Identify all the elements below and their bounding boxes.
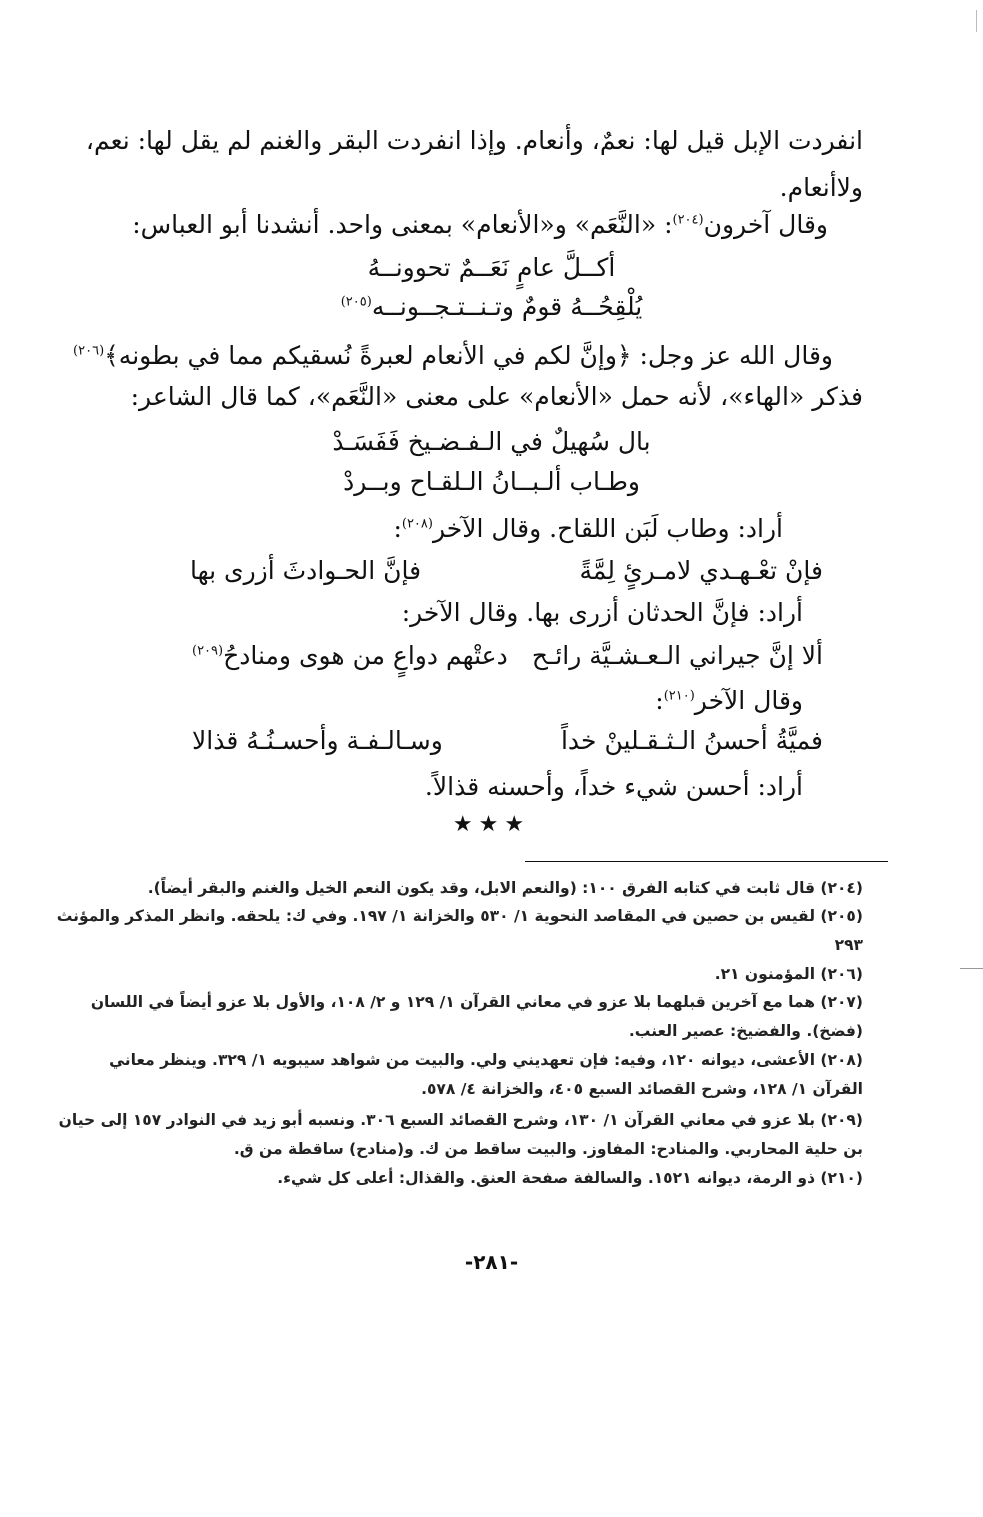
footnote-rule xyxy=(525,861,888,862)
verse-5-second-hemistich: فإنَّ الحـوادثَ أزرى بها xyxy=(190,556,422,585)
verse-7-first-hemistich: فميَّةُ أحسنُ الـثـقـلينْ خداً xyxy=(560,726,823,755)
body-line-5: فذكر «الهاء»، لأنه حمل «الأنعام» على معنى «النَّعَم»، كما قال الشاعر: xyxy=(130,382,863,411)
scan-corner-mark xyxy=(966,10,977,32)
body-line-7: أراد: فإنَّ الحدثان أزرى بها. وقال الآخر: xyxy=(401,598,803,627)
body-line-6 xyxy=(393,512,783,546)
body-line-4 xyxy=(73,339,833,373)
footnote-204: (٢٠٤) قال ثابت في كتابه الفرق ١٠٠: (والنعم الابل، وقد يكون النعم الخيل والغنم والبقر أيضاً). xyxy=(147,879,863,897)
section-separator-stars: ★★★ xyxy=(452,812,531,837)
footnote-209-continued: بن حلية المحاربي. والمنادح: المفاوز. والبيت ساقط من ك. و(منادح) ساقطة من ق. xyxy=(233,1140,863,1158)
footnote-206: (٢٠٦) المؤمنون ٢١. xyxy=(714,965,863,983)
verse-3: بال سُهيلٌ في الـفـضـيخ فَفَسَـدْ xyxy=(332,427,651,456)
verse-6-first-hemistich: ألا إنَّ جيراني الـعـشـيَّة رائـح xyxy=(531,641,823,670)
verse-6-second-hemistich xyxy=(192,639,508,673)
body-line-8-colon: : xyxy=(655,686,664,715)
body-line-6-text: أراد: وطاب لَبَن اللقاح. وقال الآخر xyxy=(432,514,783,543)
footnote-ref-209: (٢٠٩) xyxy=(192,643,224,659)
body-line-2: ولاأنعام. xyxy=(779,173,863,202)
page-number: -٢٨١- xyxy=(464,1250,519,1274)
footnote-208-continued: القرآن ١/ ١٢٨، وشرح القصائد السبع ٤٠٥، والخزانة ٤/ ٥٧٨. xyxy=(421,1080,863,1098)
body-line-8-text: وقال الآخر xyxy=(694,686,803,715)
body-line-1: انفردت الإبل قيل لها: نعمٌ، وأنعام. وإذا انفردت البقر والغنم لم يقل لها: نعم، xyxy=(85,126,863,155)
verse-7-second-hemistich: وسـالـفـة وأحسـنُـهُ قذالا xyxy=(192,726,443,755)
body-line-3 xyxy=(132,208,828,242)
scan-margin-mark xyxy=(960,968,983,969)
body-line-8 xyxy=(655,684,803,718)
footnote-ref-210: (٢١٠) xyxy=(663,688,695,704)
footnote-ref-205: (٢٠٥) xyxy=(340,294,372,310)
footnote-207-continued: (فضخ). والفضيخ: عصير العنب. xyxy=(628,1022,863,1040)
footnote-208: (٢٠٨) الأعشى، ديوانه ١٢٠، وفيه: فإن تعهديني ولي. والبيت من شواهد سيبويه ١/ ٣٢٩. وينظر معاني xyxy=(109,1051,863,1069)
body-line-6-colon: : xyxy=(393,514,402,543)
footnote-205-continued: ٢٩٣ xyxy=(834,936,863,954)
footnote-205: (٢٠٥) لقيس بن حصين في المقاصد النحوية ١/ ٥٣٠ والخزانة ١/ ١٩٧. وفي ك: يلحقه. وانظر المذكر والمؤنث xyxy=(56,907,863,925)
footnote-210: (٢١٠) ذو الرمة، ديوانه ١٥٢١. والسالفة صفحة العنق. والقذال: أعلى كل شيء. xyxy=(277,1169,863,1187)
verse-2 xyxy=(0,290,983,324)
verse-2-text: يُلْقِحُــهُ قومٌ وتـنــتـجــونــه xyxy=(371,292,643,321)
verse-4: وطـاب ألـبــانُ الـلقـاح وبــردْ xyxy=(343,467,640,496)
body-line-3-rest: : «النَّعَم» و«الأنعام» بمعنى واحد. أنشدنا أبو العباس: xyxy=(132,210,673,239)
footnote-ref-206: (٢٠٦) xyxy=(73,343,105,359)
verse-1: أكــلَّ عامٍ نَعَــمٌ تحوونــهُ xyxy=(367,253,616,282)
footnote-ref-208: (٢٠٨) xyxy=(401,516,433,532)
quran-quote: وقال الله عز وجل: ﴿وإنَّ لكم في الأنعام لعبرةً نُسقيكم مما في بطونه﴾ xyxy=(104,341,833,370)
verse-5-first-hemistich: فإنْ تعْـهـدي لامـرئٍ لِمَّةً xyxy=(579,556,823,585)
body-line-3-text: وقال آخرون xyxy=(703,210,828,239)
verse-6-second-text: دعتْهم دواعٍ من هوى ومنادحُ xyxy=(223,641,508,670)
footnote-ref-204: (٢٠٤) xyxy=(672,212,704,228)
footnote-207: (٢٠٧) هما مع آخرين قبلهما بلا عزو في معاني القرآن ١/ ١٢٩ و ٢/ ١٠٨، والأول بلا عزو أيضاً في اللسان xyxy=(90,993,863,1011)
footnote-209: (٢٠٩) بلا عزو في معاني القرآن ١/ ١٣٠، وشرح القصائد السبع ٣٠٦. ونسبه أبو زيد في النوادر ١٥٧ إلى حيان xyxy=(58,1111,863,1129)
body-line-9: أراد: أحسن شيء خداً، وأحسنه قذالاً. xyxy=(424,772,803,801)
